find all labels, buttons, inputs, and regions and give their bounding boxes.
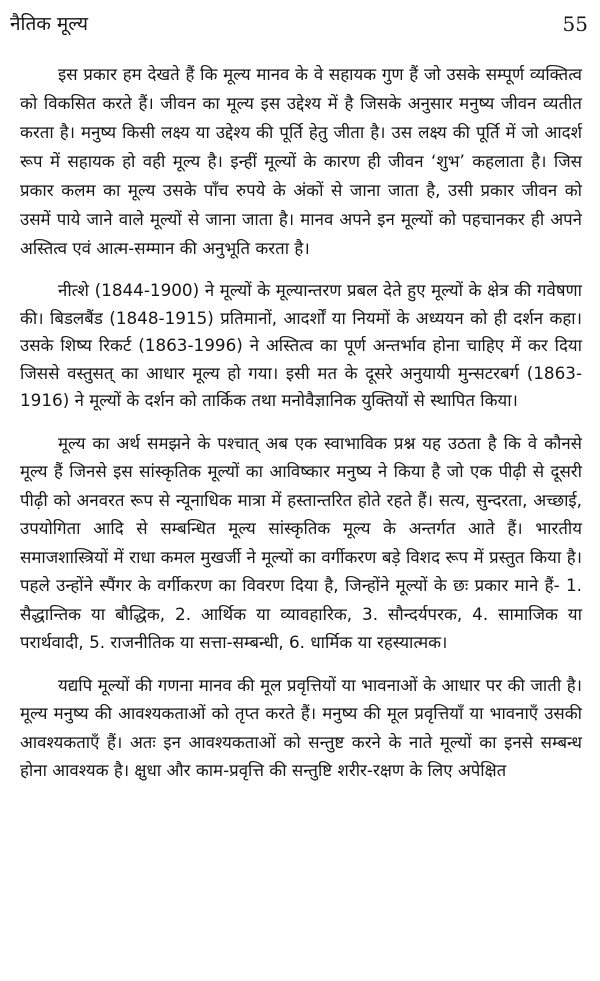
paragraph-values-definition: इस प्रकार हम देखते हैं कि मूल्य मानव के वे सहायक गुण हैं जो उसके सम्पूर्ण व्यक्तित्व को विकसित करते हैं। जीवन का मूल्य इस उद्देश्य में है जिसके अनुसार मनुष्य जीवन व्यतीत करता है। मनुष्य किसी लक्ष्य या उद्देश्य की पूर्ति हेतु जीता है। उस लक्ष्य की पूर्ति में जो आदर्श रूप में सहायक हो वही मूल्य है। इन्हीं मूल्यों के कारण ही जीवन ‘शुभ’ कहलाता है। जिस प्रकार कलम का मूल्य उसके पाँच रुपये के अंकों से जाना जाता है, उसी प्रकार जीवन को उसमें पाये जाने वाले मूल्यों से जाना जाता है। मानव अपने इन मूल्यों को पहचानकर ही अपने अस्तित्व एवं आत्म-सम्मान की अनुभूति करता है। bbox=[20, 64, 582, 258]
running-head: नैतिक मूल्य bbox=[10, 13, 88, 35]
paragraph-philosophers: नीत्शे (1844-1900) ने मूल्यों के मूल्यान्तरण प्रबल देते हुए मूल्यों के क्षेत्र की गवेषणा की। बिडलबैंड (1848-1915) प्रतिमानों, आदर्शों या नियमों के अध्ययन को ही दर्शन कहा। उसके शिष्य रिकर्ट (1863-1996) ने अस्तित्व का पूर्ण अन्तर्भाव होना चाहिए में कर दिया जिससे वस्तुसत् का आधार मूल्य हो गया। इसी मत के दूसरे अनुयायी मुन्सटरबर्ग (1863-1916) ने मूल्यों के दर्शन को तार्किक तथा मनोवैज्ञानिक युक्तियों से स्थापित किया। bbox=[20, 280, 582, 410]
page-body bbox=[20, 60, 582, 799]
paragraph-value-classification: मूल्य का अर्थ समझने के पश्चात् अब एक स्वाभाविक प्रश्न यह उठता है कि वे कौनसे मूल्य हैं जिनसे इस सांस्कृतिक मूल्यों का आविष्कार मनुष्य ने किया है जो एक पीढ़ी से दूसरी पीढ़ी को अनवरत रूप से न्यूनाधिक मात्रा में हस्तान्तरित होते रहते हैं। सत्य, सुन्दरता, अच्छाई, उपयोगिता आदि से सम्बन्धित मूल्य सांस्कृतिक मूल्य के अन्तर्गत आते हैं। भारतीय समाजशास्त्रियों में राधा कमल मुखर्जी ने मूल्यों का वर्गीकरण बड़े विशद रूप में प्रस्तुत किया है। पहले उन्होंने स्पैंगर के वर्गीकरण का विवरण दिया है, जिन्होंने मूल्यों के छः प्रकार माने हैं- 1. सैद्धान्तिक या बौद्धिक, 2. आर्थिक या व्यावहारिक, 3. सौन्दर्यपरक, 4. सामाजिक या परार्थवादी, 5. राजनीतिक या सत्ता-सम्बन्धी, 6. धार्मिक या रहस्यात्मक। bbox=[20, 432, 582, 652]
page-number: 55 bbox=[562, 12, 588, 36]
paragraph-instincts-needs: यद्यपि मूल्यों की गणना मानव की मूल प्रवृत्तियों या भावनाओं के आधार पर की जाती है। मूल्य मनुष्य की आवश्यकताओं को तृप्त करते हैं। मनुष्य की मूल प्रवृत्तियाँ या भावनाएँ उसकी आवश्यकताएँ हैं। अतः इन आवश्यकताओं को सन्तुष्ट करने के नाते मूल्यों का इनसे सम्बन्ध होना आवश्यक है। क्षुधा और काम-प्रवृत्ति की सन्तुष्टि शरीर-रक्षण के लिए अपेक्षित bbox=[20, 674, 582, 780]
page-header bbox=[10, 10, 588, 40]
